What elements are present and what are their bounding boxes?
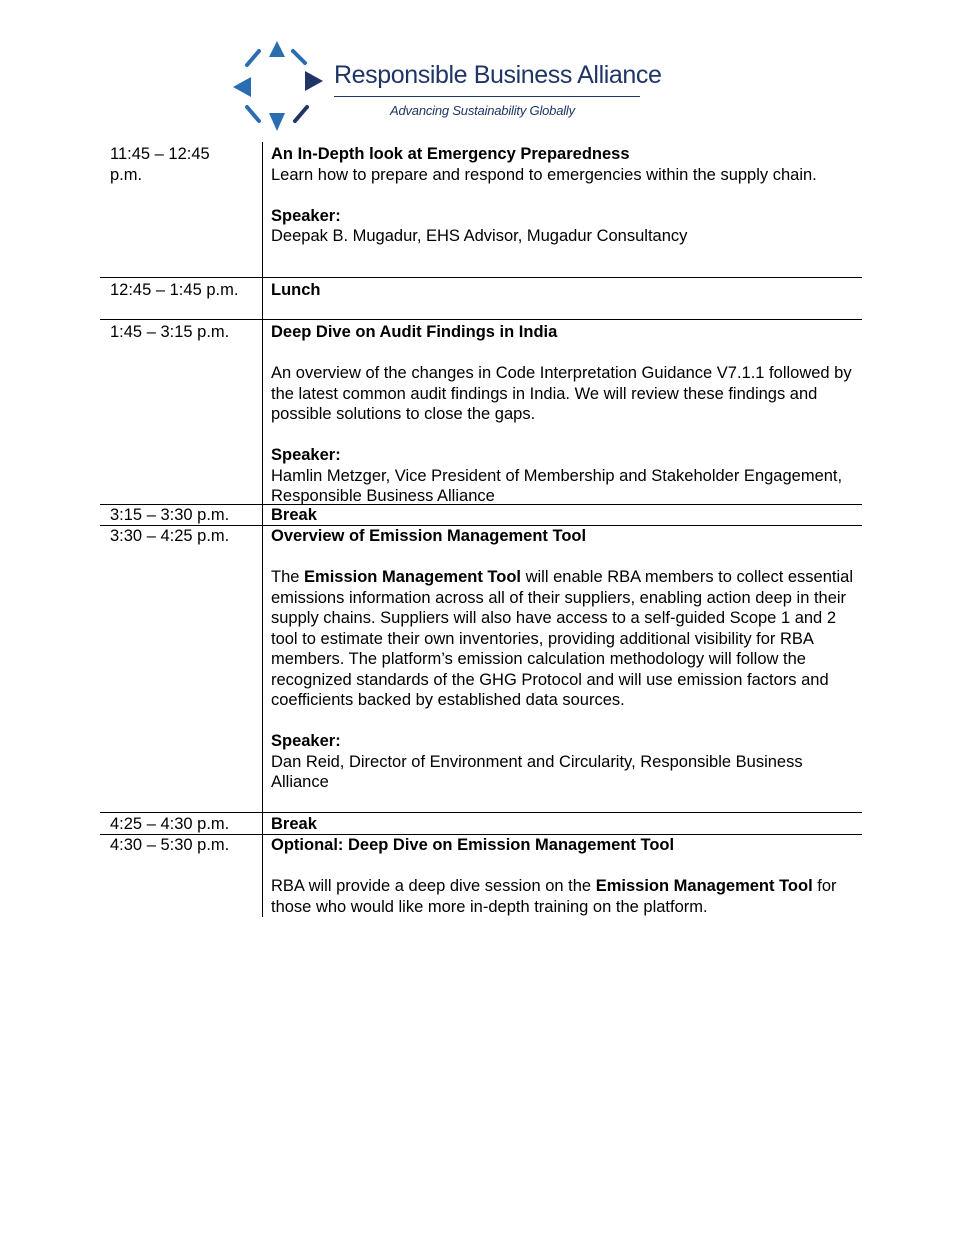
session-time: 4:25 – 4:30 p.m. bbox=[110, 815, 230, 833]
column-divider bbox=[262, 278, 263, 319]
session-time: 11:45 – 12:45 p.m. bbox=[110, 145, 210, 184]
session-description: The Emission Management Tool will enable RBA members to collect essential emissions information across all of their suppliers, enabling action deep in their supply chains. Suppliers will also have access to a self-guided Scope 1 and 2 tool to estimate their own inventories, providing additional visibility for RBA members. The platform’s emission calculation methodology will follow the recognized standards of the GHG Protocol and will use emission factors and coefficients backed by established data sources. bbox=[271, 568, 853, 709]
session-title: Overview of Emission Management Tool bbox=[271, 527, 587, 545]
agenda-table bbox=[100, 142, 862, 917]
session-title: Break bbox=[271, 815, 317, 833]
column-divider bbox=[262, 526, 263, 812]
session-title: Lunch bbox=[271, 281, 321, 299]
session-time: 4:30 – 5:30 p.m. bbox=[110, 836, 230, 854]
agenda-row bbox=[100, 504, 862, 525]
session-time: 3:15 – 3:30 p.m. bbox=[110, 506, 230, 524]
agenda-row bbox=[100, 142, 862, 277]
column-divider bbox=[262, 835, 263, 917]
column-divider bbox=[262, 813, 263, 834]
column-divider bbox=[262, 505, 263, 525]
session-time: 3:30 – 4:25 p.m. bbox=[110, 527, 230, 545]
speaker-label: Speaker: bbox=[271, 206, 341, 225]
agenda-row bbox=[100, 277, 862, 319]
session-title: Optional: Deep Dive on Emission Management Tool bbox=[271, 836, 675, 854]
agenda-row bbox=[100, 319, 862, 504]
session-time: 1:45 – 3:15 p.m. bbox=[110, 323, 230, 341]
session-title: Break bbox=[271, 506, 317, 524]
column-divider bbox=[262, 320, 263, 504]
tool-name: Emission Management Tool bbox=[304, 568, 522, 586]
compass-arrows-icon bbox=[225, 35, 325, 135]
session-description: RBA will provide a deep dive session on the Emission Management Tool for those who would like more in-depth training on the platform. bbox=[271, 877, 837, 916]
agenda-row bbox=[100, 834, 862, 917]
session-description: Learn how to prepare and respond to emergencies within the supply chain. bbox=[271, 165, 817, 184]
agenda-row bbox=[100, 525, 862, 812]
rba-logo bbox=[225, 35, 662, 135]
logo-divider bbox=[334, 96, 640, 97]
session-title: An In-Depth look at Emergency Preparedness bbox=[271, 145, 630, 163]
speaker-name: Deepak B. Mugadur, EHS Advisor, Mugadur Consultancy bbox=[271, 227, 688, 245]
session-description: An overview of the changes in Code Interpretation Guidance V7.1.1 followed by the latest common audit findings in India. We will review these findings and possible solutions to close the gaps. bbox=[271, 364, 852, 423]
tool-name: Emission Management Tool bbox=[595, 877, 813, 895]
org-name: Responsible Business Alliance bbox=[334, 61, 662, 89]
speaker-name: Hamlin Metzger, Vice President of Membership and Stakeholder Engagement, Responsible Business Alliance bbox=[271, 466, 843, 505]
session-title: Deep Dive on Audit Findings in India bbox=[271, 323, 558, 341]
column-divider bbox=[262, 142, 263, 277]
agenda-row bbox=[100, 812, 862, 834]
org-tagline: Advancing Sustainability Globally bbox=[390, 103, 575, 118]
speaker-label: Speaker: bbox=[271, 446, 341, 464]
session-time: 12:45 – 1:45 p.m. bbox=[110, 281, 239, 299]
speaker-name: Dan Reid, Director of Environment and Circularity, Responsible Business Alliance bbox=[271, 752, 803, 791]
speaker-label: Speaker: bbox=[271, 732, 341, 750]
